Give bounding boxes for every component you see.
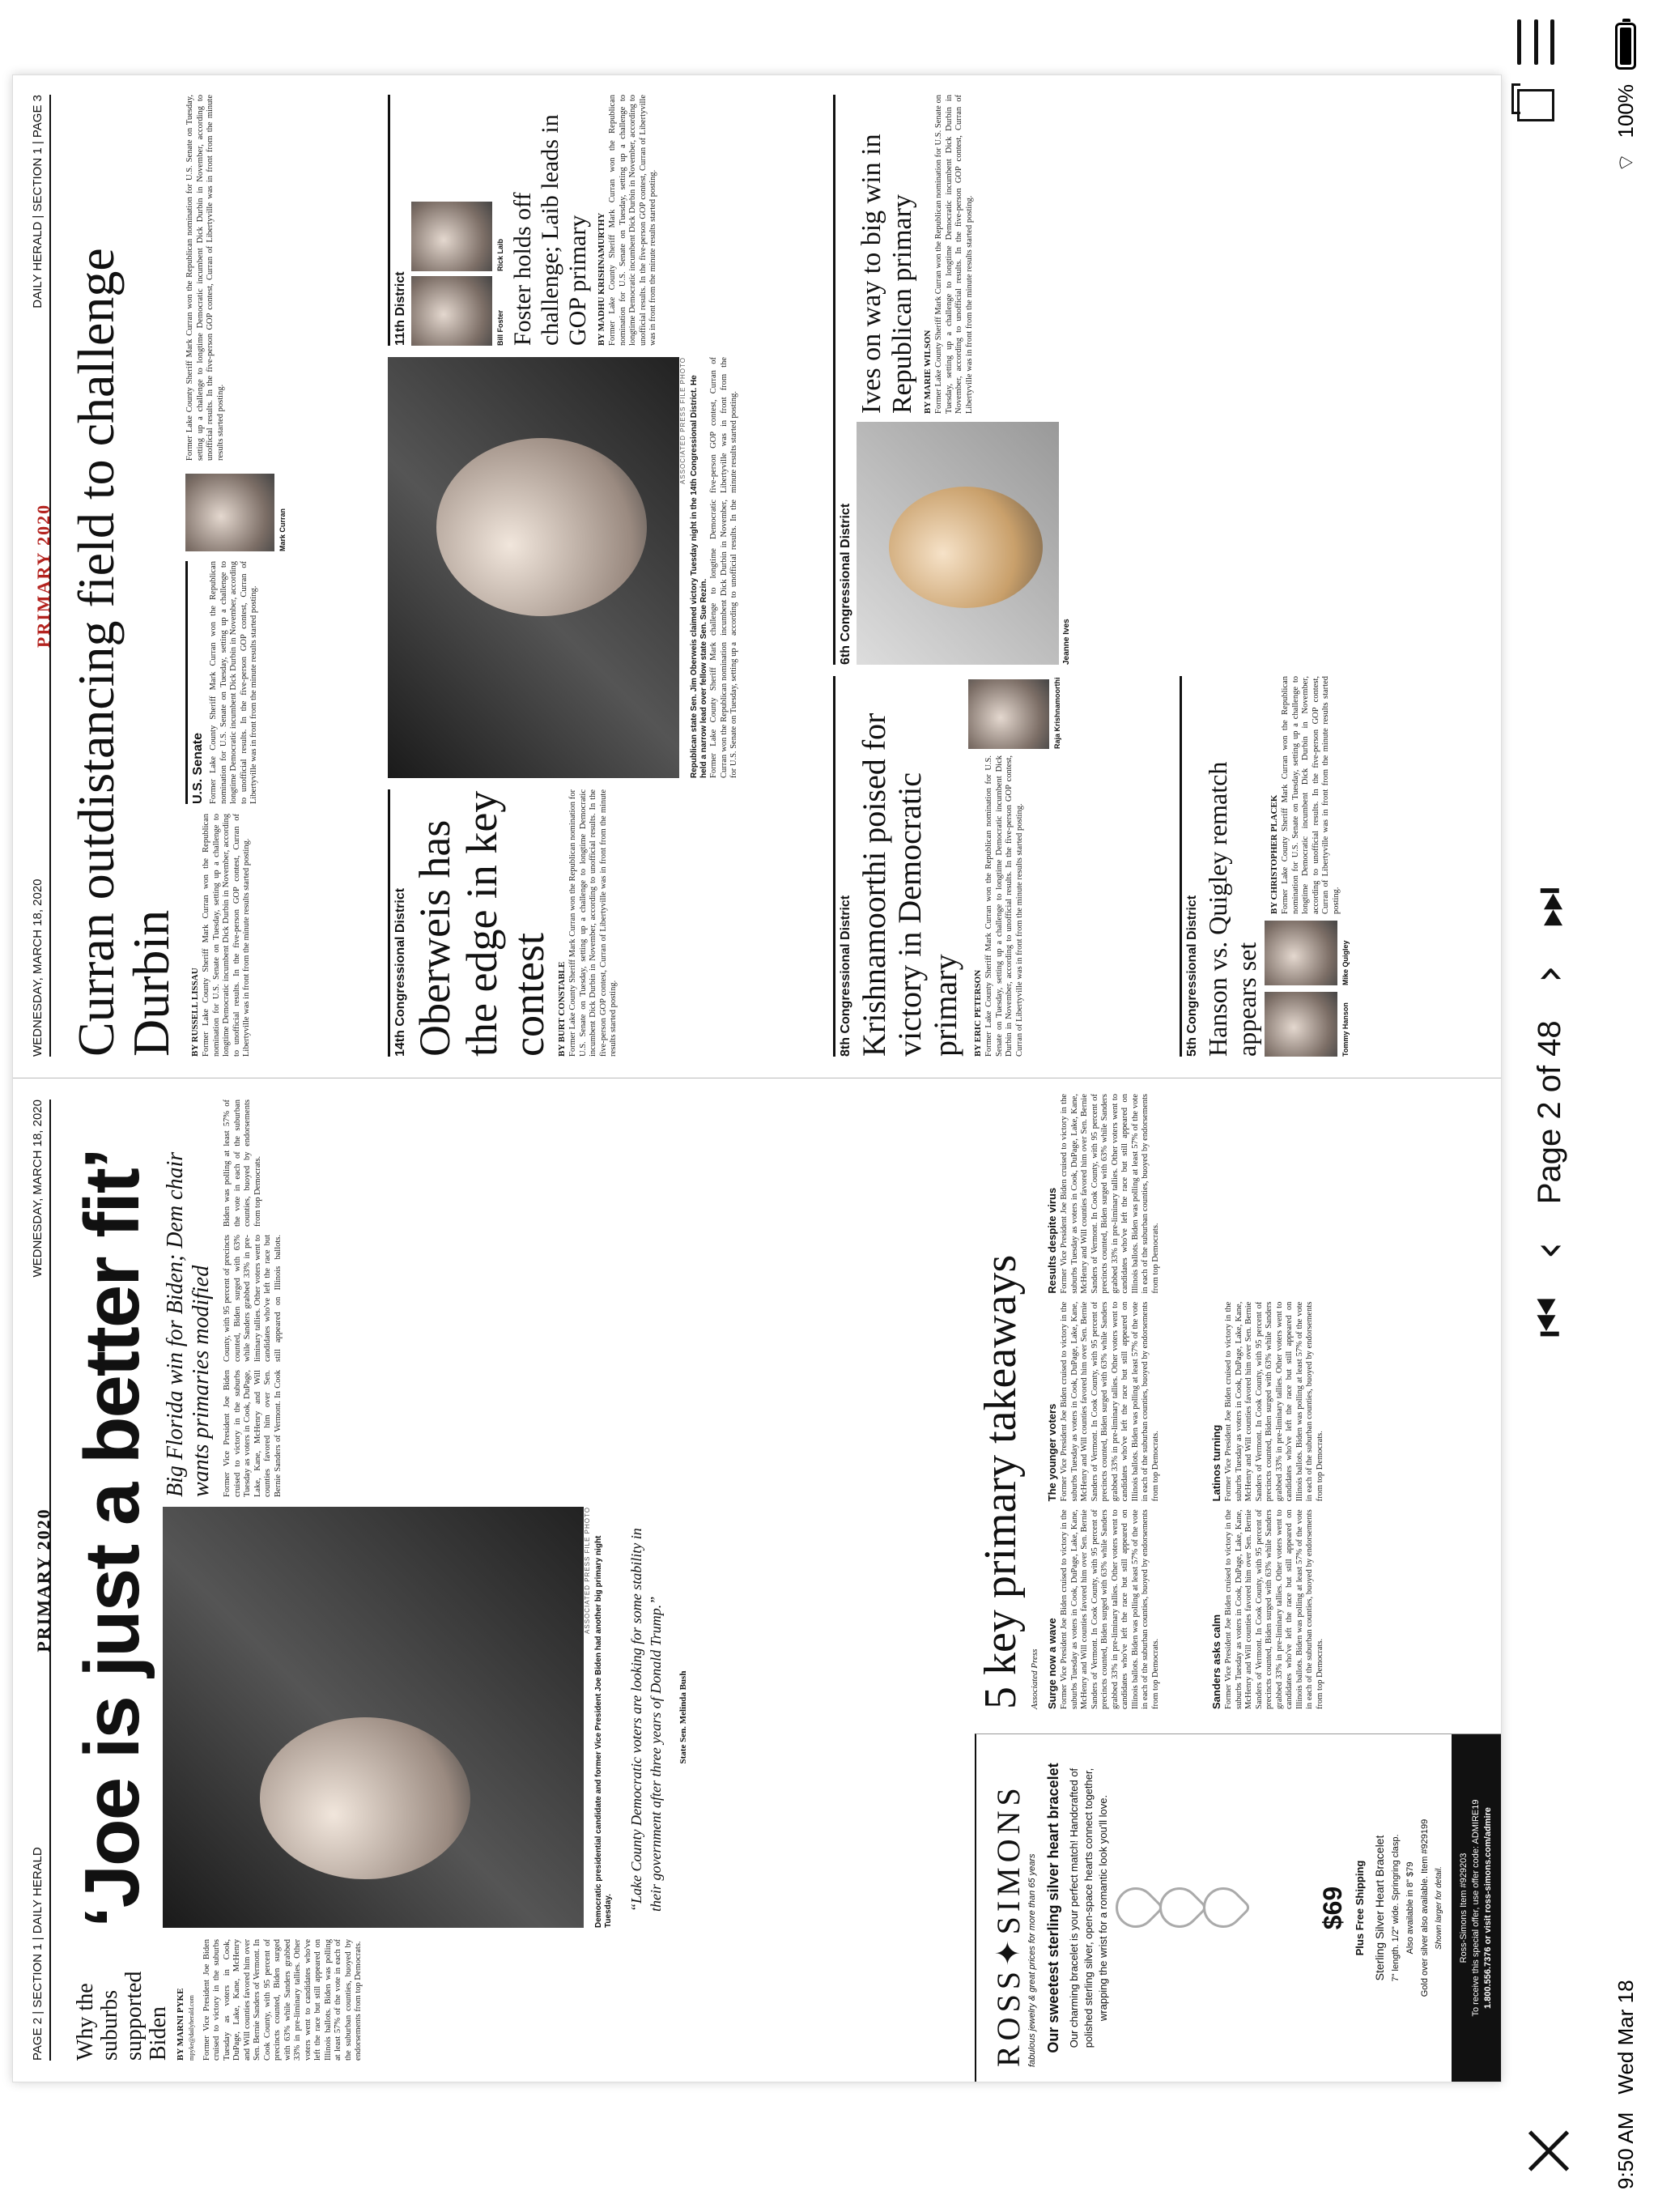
article-body: Former Vice President Joe Biden cruised to victory in the suburbs Tuesday as voters in Cook, DuPage, Lake, Kane, McHenry and Will counties favored him over Sen. Bernie Sanders of Vermont. In Cook County, with 95 percent of precincts counted, Biden surged with 63% while Sanders grabbed 33% in pre-liminary tallies. Other voters went to candidates who've left the race but still appeared on Illinois ballots. Biden was polling at least 57% of the vote in each of the suburban counties, buoyed by endorsements from top Democrats. xyxy=(202,1939,363,2061)
oberweis-photo xyxy=(388,357,679,778)
ad-shown: Shown larger for detail. xyxy=(1435,1866,1443,1950)
article-body: Former Lake County Sheriff Mark Curran won the Republican nomination for U.S. Senate on Tuesday, setting up a challenge to longtime Democratic incumbent Dick Durbin in November, according to unofficial results. In the five-person GOP contest, Curran of Libertyville was in front from the minute results started posting. xyxy=(984,755,1024,1057)
photo-caption: Jeanne Ives xyxy=(1062,619,1071,665)
label-8th: 8th Congressional District xyxy=(833,676,853,1057)
headline-11th: Foster holds off challenge; Laib leads in GOP primary xyxy=(509,114,591,346)
folio-left: PAGE 2 | SECTION 1 | DAILY HERALD xyxy=(31,1847,45,2061)
headline-5th: Hanson vs. Quigley rematch appears set xyxy=(1203,761,1261,1057)
ad-shipping: Plus Free Shipping xyxy=(1354,1860,1366,1956)
headline: Curran outdistancing field to challenge Durbin xyxy=(67,248,180,1057)
folio-right: DAILY HERALD | SECTION 1 | PAGE 3 xyxy=(31,95,45,308)
bracelet-image xyxy=(1116,1848,1310,1969)
label-11th: 11th District xyxy=(388,95,408,346)
mug-caption: Mike Quigley xyxy=(1341,940,1350,985)
headline-8th: Krishnamoorthi poised for victory in Democratic primary xyxy=(856,713,963,1057)
kicker: Why the suburbs supported Biden xyxy=(73,1971,171,2061)
page-3 xyxy=(13,74,1501,1078)
status-time: 9:50 AM xyxy=(1613,2112,1638,2189)
ives-photo xyxy=(857,422,1059,665)
headline-6th: Ives on way to big win in Republican primary xyxy=(857,134,917,414)
label-5th: 5th Congressional District xyxy=(1180,676,1200,1057)
deck: Big Florida win for Biden; Dem chair wants primaries modified xyxy=(163,1151,214,1497)
article-body: Former Lake County Sheriff Mark Curran won the Republican nomination for U.S. Senate on Tuesday, setting up a challenge to longtime Democratic incumbent Dick Durbin in November, according to unofficial results. In the five-person GOP contest, Curran of Libertyville was in front from the minute results started posting. xyxy=(202,814,251,1057)
ad-product: Sterling Silver Heart Bracelet xyxy=(1373,1835,1386,1981)
photo-caption: Republican state Sen. Jim Oberweis claimed victory Tuesday night in the 14th Congressional District. He held a narrow lead over fellow state Sen. Sue Rezin. xyxy=(690,375,708,778)
mug-caption: Mark Curran xyxy=(278,508,287,551)
byline: BY BURT CONSTABLE xyxy=(557,961,567,1057)
deck-body: Former Vice President Joe Biden cruised to victory in the suburbs Tuesday as voters in Cook, DuPage, Lake, Kane, McHenry and Will counties favored him over Sen. Bernie Sanders of Vermont. In Cook County, with 95 percent of precincts counted, Biden surged with 63% while Sanders grabbed 33% in pre-liminary tallies. Other voters went to candidates who've left the race but still appeared on Illinois ballots. Biden was polling at least 57% of the vote in each of the suburban counties, buoyed by endorsements from top Democrats. xyxy=(223,1100,283,1497)
ad-footer xyxy=(1452,1734,1501,2082)
subhead-latinos: Latinos turning xyxy=(1210,1424,1222,1502)
reader-toolbar xyxy=(1506,0,1593,2212)
section-title: PRIMARY 2020 xyxy=(33,503,53,649)
headline-14th: Oberweis has the edge in key contest xyxy=(410,790,553,1057)
headline: ‘Joe is just a better fit’ xyxy=(69,1149,155,1928)
biden-photo xyxy=(163,1507,584,1928)
prev-page-button[interactable]: ‹ xyxy=(1523,1241,1575,1260)
article-body: Former Lake County Sheriff Mark Curran won the Republican nomination for U.S. Senate on Tuesday, setting up a challenge to longtime Democratic incumbent Dick Durbin in November, according to unofficial results. In the five-person GOP contest, Curran of Libertyville was in front from the minute results started posting. xyxy=(709,357,738,778)
mug-caption: Bill Foster xyxy=(496,309,504,346)
ad-tagline: fabulous jewelry & great prices for more than 65 years xyxy=(1027,1853,1037,2067)
ad-phone: 1.800.556.7376 or visit ross-simons.com/admire xyxy=(1483,1807,1493,2009)
byline: BY CHRISTOPHER PLACEK xyxy=(1269,794,1279,914)
folio-right: WEDNESDAY, MARCH 18, 2020 xyxy=(31,1100,45,1278)
label-6th: 6th Congressional District xyxy=(833,95,853,665)
close-button[interactable] xyxy=(1520,2123,1577,2180)
ad-copy: Our charming bracelet is your perfect match! Handcrafted of polished sterling silver, open-space hearts connect together, wrapping the wrist for a romantic look you'll love. xyxy=(1068,1767,1109,2048)
status-bar xyxy=(1593,0,1658,2212)
byline: BY MARNI PYKE xyxy=(176,1988,185,2061)
section-title: PRIMARY 2020 xyxy=(33,1508,53,1653)
ad-title: Our sweetest sterling silver heart bracelet xyxy=(1045,1763,1061,2053)
article-body: Former Lake County Sheriff Mark Curran won the Republican nomination for U.S. Senate on Tuesday, setting up a challenge to longtime Democratic incumbent Dick Durbin in November, according to unofficial results. In the five-person GOP contest, Curran of Libertyville was in front from the minute results started posting. xyxy=(209,561,258,804)
ad-brand: ROSS✦SIMONS xyxy=(990,1783,1027,2067)
krishnamoorthi-mugshot xyxy=(968,679,1049,749)
byline: BY MARIE WILSON xyxy=(923,330,933,414)
ad-price: $69 xyxy=(1318,1886,1347,1930)
menu-icon[interactable] xyxy=(1517,19,1554,65)
photo-credit: ASSOCIATED PRESS FILE PHOTO xyxy=(584,1507,591,1634)
article-body: Former Lake County Sheriff Mark Curran won the Republican nomination for U.S. Senate on Tuesday, setting up a challenge to longtime Democratic incumbent Dick Durbin in November, according to unofficial results. In the five-person GOP contest, Curran of Libertyville was in front from the minute results started posting. xyxy=(934,95,974,414)
ad-gold: Also available in 8" $79 xyxy=(1405,1861,1415,1955)
subhead-sanders: Sanders asks calm xyxy=(1210,1614,1222,1709)
next-page-button[interactable]: › xyxy=(1523,964,1575,984)
pull-quote: “Lake County Democratic voters are looking for some stability in their government after three years of Donald Trump.” xyxy=(628,1528,664,1912)
laib-mugshot xyxy=(411,202,492,271)
subhead-surge: Surge now a wave xyxy=(1046,1618,1058,1709)
hanson-mugshot xyxy=(1265,992,1337,1057)
story-text: Former Vice President Joe Biden cruised to victory in the suburbs Tuesday as voters in Cook, DuPage, Lake, Kane, McHenry and Will counties favored him over Sen. Bernie Sanders of Vermont. In Cook County, with 95 percent of precincts counted, Biden surged with 63% while Sanders grabbed 33% in pre-liminary tallies. Other voters went to candidates who've left the race but still appeared on Illinois ballots. Biden was polling at least 57% of the vote in each of the suburban counties, buoyed by endorsements from top Democrats. xyxy=(1060,1093,1160,1294)
ad-offer: To receive this special offer, use offer code: ADMIRE19 xyxy=(1471,1799,1481,2017)
story-text: Former Vice President Joe Biden cruised to victory in the suburbs Tuesday as voters in Cook, DuPage, Lake, Kane, McHenry and Will counties favored him over Sen. Bernie Sanders of Vermont. In Cook County, with 95 percent of precincts counted, Biden surged with 63% while Sanders grabbed 33% in pre-liminary tallies. Other voters went to candidates who've left the race but still appeared on Illinois ballots. Biden was polling at least 57% of the vote in each of the suburban counties, buoyed by endorsements from top Democrats. xyxy=(1224,1509,1324,1709)
page-2 xyxy=(13,1078,1501,2082)
quigley-mugshot xyxy=(1265,921,1337,985)
byline-email: mpyke@dailyherald.com xyxy=(188,1995,195,2061)
status-date: Wed Mar 18 xyxy=(1613,1980,1638,2095)
article-body: Former Lake County Sheriff Mark Curran won the Republican nomination for U.S. Senate on Tuesday, setting up a challenge to longtime Democratic incumbent Dick Durbin in November, according to unofficial results. In the five-person GOP contest, Curran of Libertyville was in front from the minute results started posting. xyxy=(608,95,657,346)
article-body: Former Lake County Sheriff Mark Curran won the Republican nomination for U.S. Senate on Tuesday, setting up a challenge to longtime Democratic incumbent Dick Durbin in November, according to unofficial results. In the five-person GOP contest, Curran of Libertyville was in front from the minute results started posting. xyxy=(185,95,225,461)
story-text: Former Vice President Joe Biden cruised to victory in the suburbs Tuesday as voters in Cook, DuPage, Lake, Kane, McHenry and Will counties favored him over Sen. Bernie Sanders of Vermont. In Cook County, with 95 percent of precincts counted, Biden surged with 63% while Sanders grabbed 33% in pre-liminary tallies. Other voters went to candidates who've left the race but still appeared on Illinois ballots. Biden was polling at least 57% of the vote in each of the suburban counties, buoyed by endorsements from top Democrats. xyxy=(1060,1509,1160,1709)
byline: BY RUSSELL LISSAU xyxy=(190,968,200,1057)
article-body: Former Lake County Sheriff Mark Curran won the Republican nomination for U.S. Senate on Tuesday, setting up a challenge to longtime Democratic incumbent Dick Durbin in November, according to unofficial results. In the five-person GOP contest, Curran of Libertyville was in front from the minute results started posting. xyxy=(568,789,618,1057)
byline: BY MADHU KRISHNAMURTHY xyxy=(597,212,606,346)
article-body: Former Lake County Sheriff Mark Curran won the Republican nomination for U.S. Senate on Tuesday, setting up a challenge to longtime Democratic incumbent Dick Durbin in November, according to unofficial results. In the five-person GOP contest, Curran of Libertyville was in front from the minute results started posting. xyxy=(1281,676,1341,914)
subhead-younger: The younger voters xyxy=(1046,1403,1058,1502)
page-indicator: Page 2 of 48 xyxy=(1531,1020,1567,1205)
ad-detail: 7" length. 1/2" wide. Springring clasp. xyxy=(1391,1834,1401,1982)
first-page-button[interactable]: ⏮ xyxy=(1523,1296,1575,1338)
mug-caption: Raja Krishnamoorthi xyxy=(1053,677,1061,749)
curran-mugshot xyxy=(185,474,274,551)
folio-left: WEDNESDAY, MARCH 18, 2020 xyxy=(31,878,45,1057)
ad-item: Ross-Simons Item #929203 xyxy=(1459,1853,1469,1963)
byline: BY ERIC PETERSON xyxy=(973,969,983,1057)
story-text: Former Vice President Joe Biden cruised to victory in the suburbs Tuesday as voters in Cook, DuPage, Lake, Kane, McHenry and Will counties favored him over Sen. Bernie Sanders of Vermont. In Cook County, with 95 percent of precincts counted, Biden surged with 63% while Sanders grabbed 33% in pre-liminary tallies. Other voters went to candidates who've left the race but still appeared on Illinois ballots. Biden was polling at least 57% of the vote in each of the suburban counties, buoyed by endorsements from top Democrats. xyxy=(1060,1301,1160,1502)
battery-icon xyxy=(1615,23,1636,70)
ross-simons-ad[interactable] xyxy=(975,1733,1501,2082)
label-14th: 14th Congressional District xyxy=(388,789,408,1057)
subhead-results: Results despite virus xyxy=(1046,1187,1058,1294)
page-thumbnails-icon[interactable] xyxy=(1517,89,1554,121)
wifi-icon: ⌔ xyxy=(1613,152,1638,172)
story-text: Former Vice President Joe Biden cruised to victory in the suburbs Tuesday as voters in Cook, DuPage, Lake, Kane, McHenry and Will counties favored him over Sen. Bernie Sanders of Vermont. In Cook County, with 95 percent of precincts counted, Biden surged with 63% while Sanders grabbed 33% in pre-liminary tallies. Other voters went to candidates who've left the race but still appeared on Illinois ballots. Biden was polling at least 57% of the vote in each of the suburban counties, buoyed by endorsements from top Democrats. xyxy=(1224,1301,1324,1502)
story-byline: Associated Press xyxy=(1030,1648,1039,1709)
story-headline: 5 key primary takeaways xyxy=(976,1254,1026,1709)
mug-caption: Tommy Hanson xyxy=(1341,1002,1350,1057)
photo-credit: ASSOCIATED PRESS FILE PHOTO xyxy=(679,357,687,484)
battery-percent: 100% xyxy=(1613,84,1638,138)
ad-gold-2: Gold over silver also available. Item #929199 xyxy=(1420,1819,1430,1997)
last-page-button[interactable]: ⏭ xyxy=(1523,887,1575,928)
pull-quote-attribution: State Sen. Melinda Bush xyxy=(678,1670,688,1764)
photo-caption: Democratic presidential candidate and former Vice President Joe Biden had another big primary night Tuesday. xyxy=(594,1535,613,1928)
page-navigator xyxy=(1516,887,1584,1338)
label-senate: U.S. Senate xyxy=(185,561,206,804)
foster-mugshot xyxy=(411,276,492,346)
newspaper-spread xyxy=(12,74,1502,2082)
mug-caption: Rick Laib xyxy=(496,238,504,271)
